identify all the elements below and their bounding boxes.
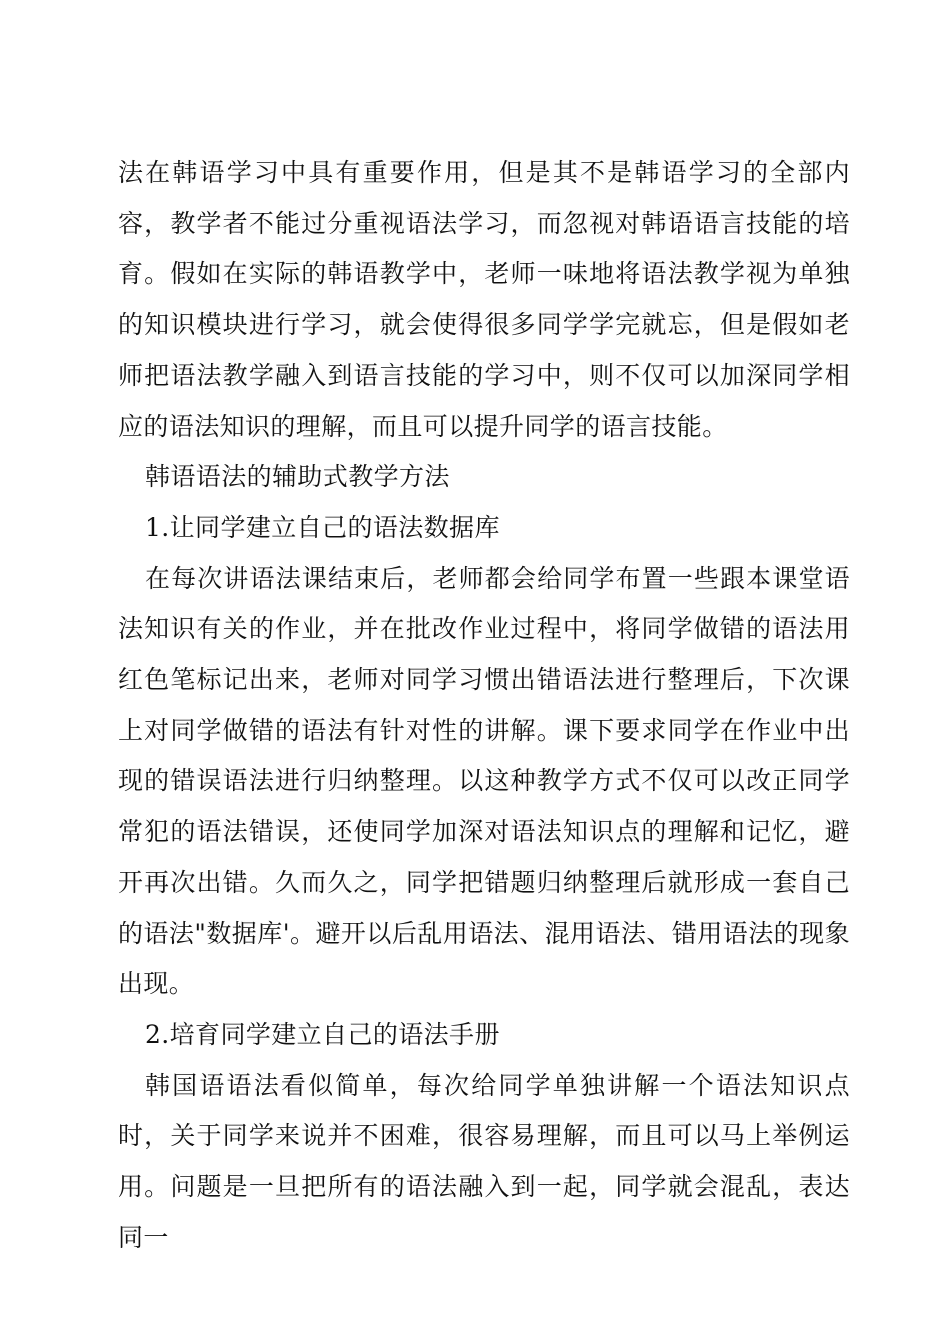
paragraph-grammar-database: 在每次讲语法课结束后，老师都会给同学布置一些跟本课堂语法知识有关的作业，并在批改作业过程中，将同学做错的语法用红色笔标记出来，老师对同学习惯出错语法进行整理后，下次课上对同学做错的语法有针对性的讲解。课下要求同学在作业中出现的错误语法进行归纳整理。以这种教学方式不仅可以改正同学常犯的语法错误，还使同学加深对语法知识点的理解和记忆，避开再次出错。久而久之，同学把错题归纳整理后就形成一套自己的语法"数据库'。避开以后乱用语法、混用语法、错用语法的现象出现。: [118, 563, 850, 999]
paragraph-grammar-handbook: 韩国语语法看似简单，每次给同学单独讲解一个语法知识点时，关于同学来说并不困难，很容易理解，而且可以马上举例运用。问题是一旦把所有的语法融入到一起，同学就会混乱，表达同一: [118, 1070, 850, 1252]
paragraph-grammar-importance: 法在韩语学习中具有重要作用，但是其不是韩语学习的全部内容，教学者不能过分重视语法学习，而忽视对韩语语言技能的培育。假如在实际的韩语教学中，老师一味地将语法教学视为单独的知识模块进行学习，就会使得很多同学学完就忘，但是假如老师把语法教学融入到语言技能的学习中，则不仅可以加深同学相应的语法知识的理解，而且可以提升同学的语言技能。: [118, 158, 850, 441]
section-heading-auxiliary-methods: 韩语语法的辅助式教学方法: [145, 462, 450, 492]
subheading-grammar-database: 1.让同学建立自己的语法数据库: [145, 512, 500, 542]
document-body: [118, 148, 850, 1263]
subheading-grammar-handbook: 2.培育同学建立自己的语法手册: [145, 1019, 500, 1049]
